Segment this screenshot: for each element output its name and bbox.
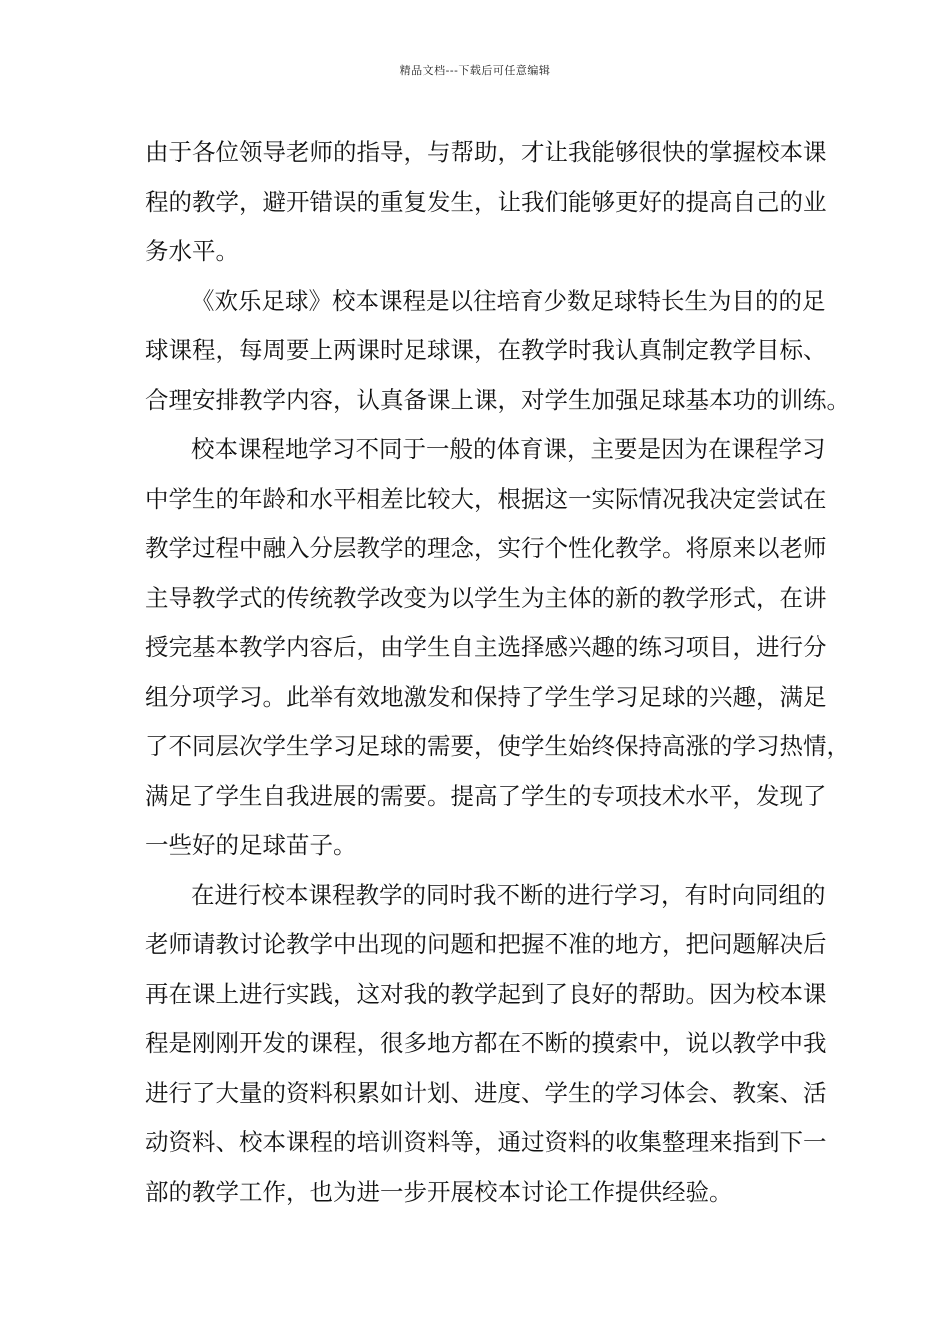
- text-line: 满足了学生自我进展的需要。提高了学生的专项技术水平，发现了: [145, 781, 827, 810]
- text-line: 动资料、校本课程的培训资料等，通过资料的收集整理来指到下一: [145, 1128, 827, 1156]
- paragraph: [145, 277, 850, 426]
- paragraph: [145, 128, 825, 277]
- text-line: 进行了大量的资料积累如计划、进度、学生的学习体会、教案、活: [145, 1078, 827, 1107]
- text-line: 在进行校本课程教学的同时我不断的进行学习，有时向同组的: [191, 880, 826, 909]
- text-line: 教学过程中融入分层教学的理念，实行个性化教学。将原来以老师: [145, 534, 827, 562]
- text-line: 由于各位领导老师的指导，与帮助，才让我能够很快的掌握校本课: [145, 138, 827, 166]
- text-line: 务水平。: [145, 237, 239, 265]
- page-header: 精品文档---下载后可任意编辑: [399, 64, 551, 77]
- text-line: 一些好的足球苗子。: [145, 831, 357, 859]
- text-line: 组分项学习。此举有效地激发和保持了学生学习足球的兴趣，满足: [145, 682, 827, 711]
- text-line: 授完基本教学内容后，由学生自主选择感兴趣的练习项目，进行分: [145, 633, 827, 661]
- text-line: 程是刚刚开发的课程，很多地方都在不断的摸索中，说以教学中我: [145, 1029, 827, 1057]
- text-line: 球课程，每周要上两课时足球课，在教学时我认真制定教学目标、: [145, 336, 827, 364]
- text-line: 老师请教讨论教学中出现的问题和把握不准的地方，把问题解决后: [145, 930, 827, 958]
- text-line: 部的教学工作，也为进一步开展校本讨论工作提供经验。: [145, 1177, 733, 1206]
- text-line: 再在课上进行实践，这对我的教学起到了良好的帮助。因为校本课: [145, 979, 827, 1008]
- text-line: 主导教学式的传统教学改变为以学生为主体的新的教学形式，在讲: [145, 583, 827, 612]
- paragraph: [145, 871, 825, 1218]
- paragraph: [145, 425, 850, 871]
- text-line: 了不同层次学生学习足球的需要，使学生始终保持高涨的学习热情，: [145, 732, 850, 760]
- text-line: 中学生的年龄和水平相差比较大，根据这一实际情况我决定尝试在: [145, 484, 827, 513]
- text-line: 合理安排教学内容，认真备课上课，对学生加强足球基本功的训练。: [145, 385, 850, 414]
- document-body: [145, 128, 850, 1217]
- text-line: 《欢乐足球》校本课程是以往培育少数足球特长生为目的的足: [191, 286, 826, 315]
- text-line: 程的教学，避开错误的重复发生，让我们能够更好的提高自己的业: [145, 187, 827, 216]
- text-line: 校本课程地学习不同于一般的体育课，主要是因为在课程学习: [191, 435, 826, 463]
